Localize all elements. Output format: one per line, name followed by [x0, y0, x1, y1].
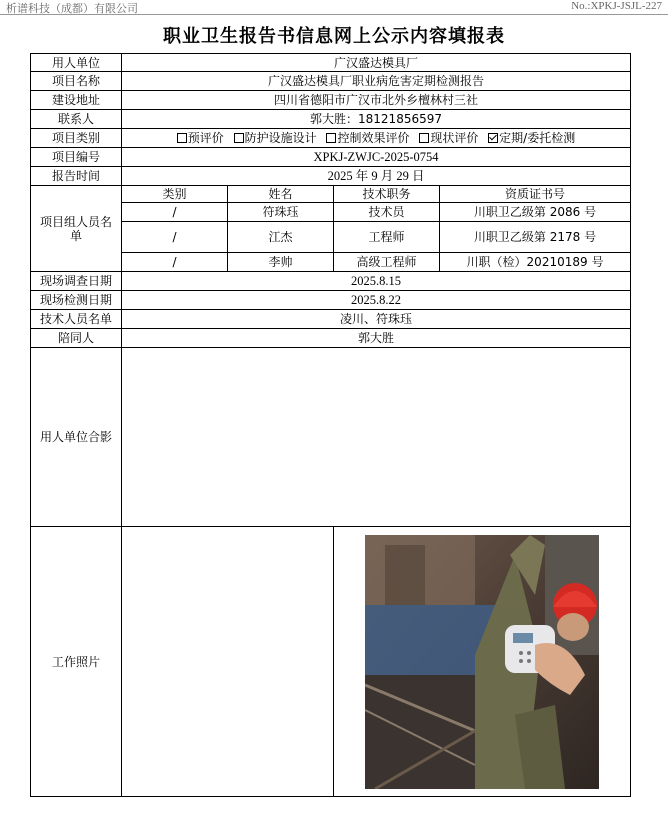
row-test-date [31, 291, 631, 310]
disclosure-form-table [30, 53, 631, 797]
checked-checkbox-icon[interactable] [488, 133, 498, 143]
category-option-periodic-testing[interactable]: 定期/委托检测 [488, 131, 575, 145]
member-category: / [122, 222, 228, 253]
address-label: 建设地址 [31, 91, 122, 110]
category-option-status-evaluation[interactable]: 现状评价 [419, 131, 478, 145]
address-value: 四川省德阳市广汉市北外乡檀林村三社 [122, 91, 631, 110]
contact-value: 郭大胜：18121856597 [122, 110, 631, 129]
category-label: 项目类别 [31, 129, 122, 148]
row-group-photo [31, 348, 631, 527]
checkbox-icon[interactable] [326, 133, 336, 143]
survey-date-value: 2025.8.15 [122, 272, 631, 291]
category-options [122, 129, 631, 148]
member-title: 工程师 [334, 222, 440, 253]
category-option-control-evaluation[interactable]: 控制效果评价 [326, 131, 409, 145]
test-date-label: 现场检测日期 [31, 291, 122, 310]
group-photo-area [122, 348, 631, 527]
team-header-title: 技术职务 [334, 186, 440, 203]
row-category [31, 129, 631, 148]
member-cert: 川职卫乙级第 2178 号 [440, 222, 631, 253]
technicians-value: 凌川、符珠珏 [122, 310, 631, 329]
group-photo-label: 用人单位合影 [31, 348, 122, 527]
category-option-protection-design[interactable]: 防护设施设计 [234, 131, 317, 145]
member-cert: 川职卫乙级第 2086 号 [440, 203, 631, 222]
team-header-cert: 资质证书号 [440, 186, 631, 203]
member-category: / [122, 203, 228, 222]
survey-date-label: 现场调查日期 [31, 272, 122, 291]
row-address [31, 91, 631, 110]
team-header-name: 姓名 [228, 186, 334, 203]
technicians-label: 技术人员名单 [31, 310, 122, 329]
work-photo-empty-cell [122, 527, 334, 797]
escort-value: 郭大胜 [122, 329, 631, 348]
escort-label: 陪同人 [31, 329, 122, 348]
row-escort [31, 329, 631, 348]
project-name-value: 广汉盛达模具厂职业病危害定期检测报告 [122, 72, 631, 91]
report-time-value: 2025 年 9 月 29 日 [122, 167, 631, 186]
member-name: 符珠珏 [228, 203, 334, 222]
checkbox-icon[interactable] [419, 133, 429, 143]
member-name: 李帅 [228, 253, 334, 272]
project-no-label: 项目编号 [31, 148, 122, 167]
document-number: No.:XPKJ-JSJL-227 [571, 0, 662, 12]
work-photo-image [365, 535, 599, 789]
test-date-value: 2025.8.22 [122, 291, 631, 310]
project-name-label: 项目名称 [31, 72, 122, 91]
contact-label: 联系人 [31, 110, 122, 129]
team-header-row [31, 186, 631, 203]
member-title: 技术员 [334, 203, 440, 222]
team-label: 项目组人员名单 [31, 186, 122, 272]
row-technicians [31, 310, 631, 329]
row-project-no [31, 148, 631, 167]
header-divider [0, 14, 668, 15]
checkbox-icon[interactable] [177, 133, 187, 143]
report-time-label: 报告时间 [31, 167, 122, 186]
employer-value: 广汉盛达模具厂 [122, 54, 631, 72]
member-title: 高级工程师 [334, 253, 440, 272]
company-header: 析谱科技（成都）有限公司 [6, 2, 138, 15]
row-project-name [31, 72, 631, 91]
member-name: 江杰 [228, 222, 334, 253]
category-option-pre-evaluation[interactable]: 预评价 [177, 131, 224, 145]
team-header-category: 类别 [122, 186, 228, 203]
work-photo-cell [334, 527, 631, 797]
row-work-photo [31, 527, 631, 797]
checkbox-icon[interactable] [234, 133, 244, 143]
member-category: / [122, 253, 228, 272]
row-survey-date [31, 272, 631, 291]
work-photo-illustration [365, 535, 599, 789]
row-contact [31, 110, 631, 129]
project-no-value: XPKJ-ZWJC-2025-0754 [122, 148, 631, 167]
row-employer [31, 54, 631, 72]
page-title: 职业卫生报告书信息网上公示内容填报表 [163, 26, 505, 47]
member-cert: 川职（检）20210189 号 [440, 253, 631, 272]
employer-label: 用人单位 [31, 54, 122, 72]
work-photo-label: 工作照片 [31, 527, 122, 797]
row-report-time [31, 167, 631, 186]
